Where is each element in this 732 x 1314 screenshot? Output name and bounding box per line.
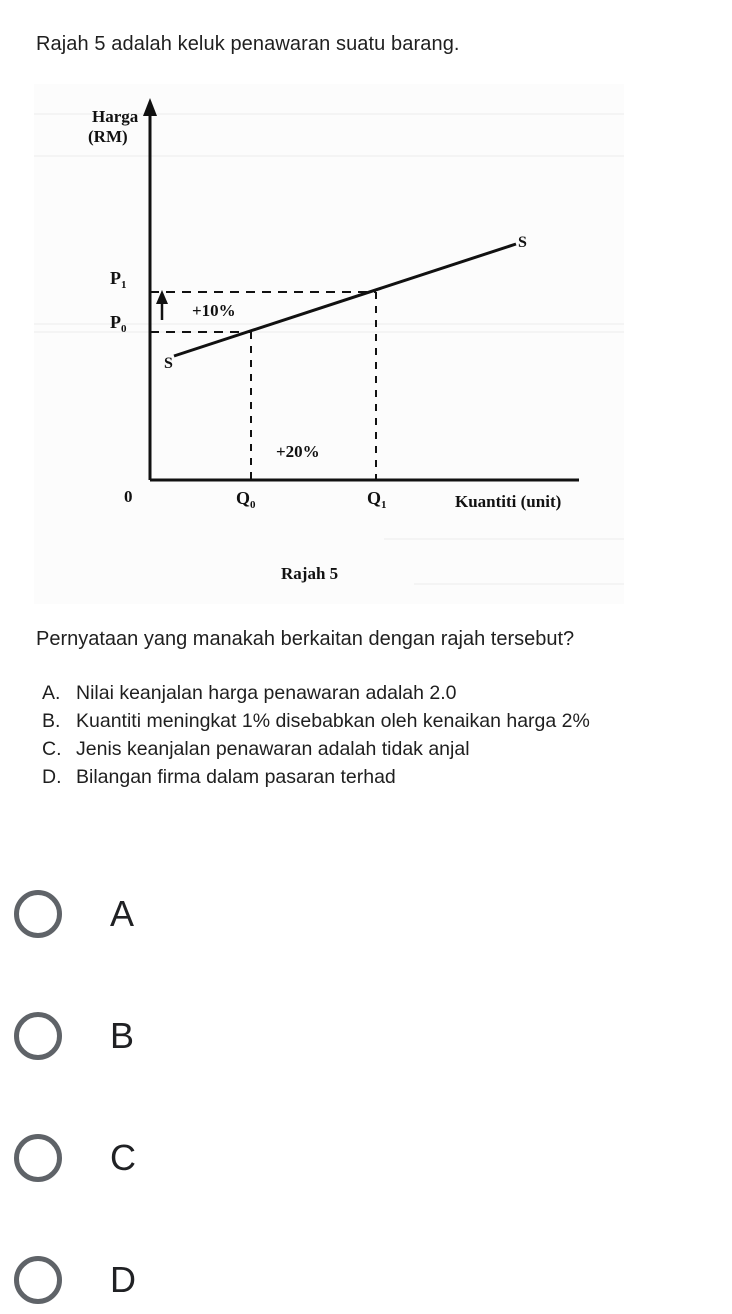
scan-noise (34, 114, 624, 584)
statement-c: C. Jenis keanjalan penawaran adalah tidak anjal (42, 738, 470, 760)
supply-curve-figure (34, 84, 624, 604)
p1-tick-label: $P_1$ (110, 268, 127, 291)
y-axis-label-line1: Harga (92, 107, 139, 126)
option-d[interactable] (14, 1248, 314, 1312)
p0-tick-label: $P_0$ (110, 312, 127, 335)
y-axis-arrow (143, 98, 157, 116)
q1-tick-label: $Q_1$ (367, 488, 387, 511)
quantity-change-label: +20% (276, 442, 320, 461)
statement-d: D. Bilangan firma dalam pasaran terhad (42, 766, 396, 788)
radio-button-c[interactable] (14, 1134, 62, 1182)
option-a-label: A (110, 893, 135, 934)
supply-curve-label-end: S (518, 234, 527, 251)
statement-b: B. Kuantiti meningkat 1% disebabkan oleh kenaikan harga 2% (42, 710, 590, 732)
y-axis-label-line2: (RM) (88, 127, 128, 146)
x-axis-label: Kuantiti (unit) (455, 492, 562, 511)
option-c-label: C (110, 1137, 136, 1178)
supply-curve-chart (34, 84, 624, 604)
price-change-label: +10% (192, 301, 236, 320)
option-b[interactable] (14, 1004, 314, 1068)
supply-curve-line (174, 244, 516, 356)
q0-tick-label: $Q_0$ (236, 488, 256, 511)
option-b-label: B (110, 1015, 135, 1056)
option-c[interactable] (14, 1126, 314, 1190)
origin-label: 0 (124, 487, 133, 506)
question-intro: Rajah 5 adalah keluk penawaran suatu barang. (36, 33, 460, 55)
option-a[interactable] (14, 882, 314, 946)
supply-curve-label-start: S (164, 355, 173, 372)
option-d-label: D (110, 1259, 136, 1300)
statement-a: A. Nilai keanjalan harga penawaran adalah 2.0 (42, 682, 457, 704)
radio-button-b[interactable] (14, 1012, 62, 1060)
question-prompt: Pernyataan yang manakah berkaitan dengan rajah tersebut? (36, 628, 575, 650)
chart-title: Rajah 5 (281, 564, 339, 583)
answer-statement-list (42, 679, 590, 791)
radio-button-a[interactable] (14, 890, 62, 938)
radio-button-d[interactable] (14, 1256, 62, 1304)
